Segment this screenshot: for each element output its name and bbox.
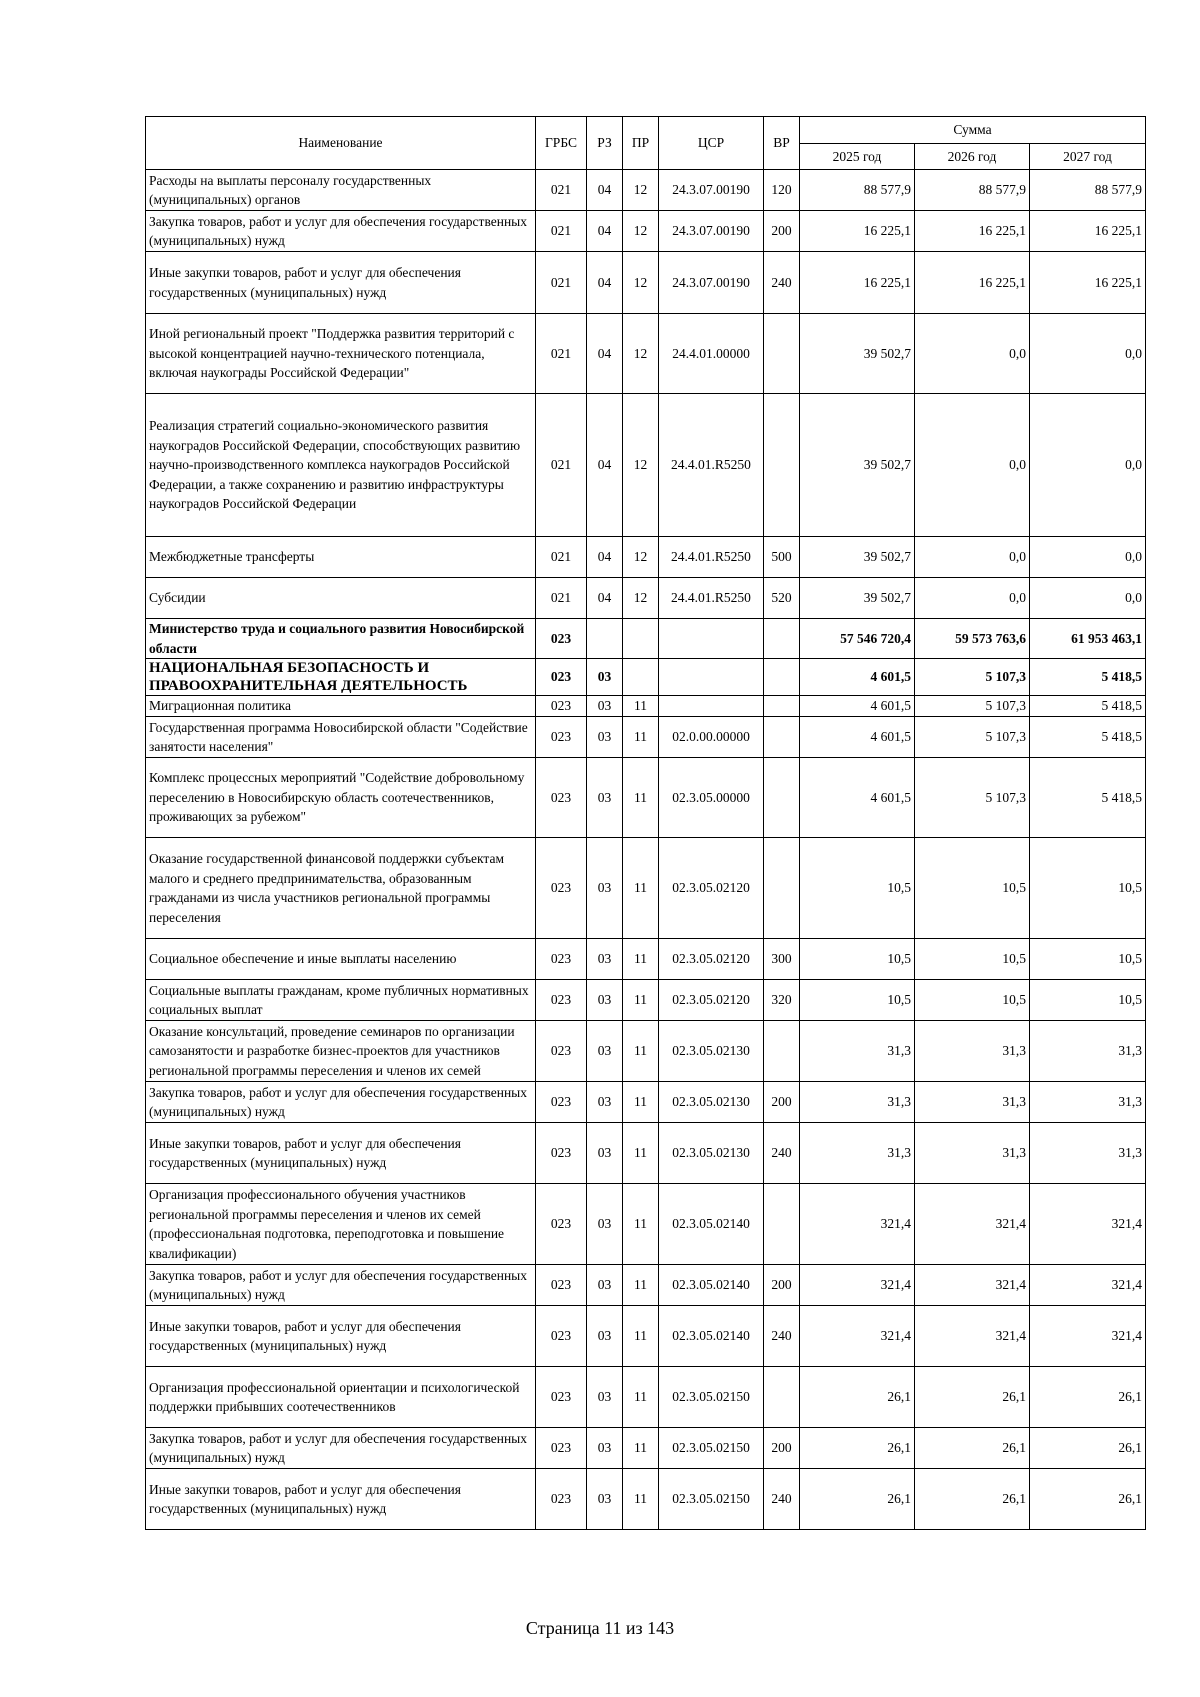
row-grbs: 023 xyxy=(536,1082,587,1123)
row-vr xyxy=(764,758,800,838)
row-pr: 11 xyxy=(623,1123,659,1184)
row-name: Субсидии xyxy=(146,578,536,619)
row-amount-2026: 31,3 xyxy=(915,1123,1030,1184)
row-rz: 04 xyxy=(587,578,623,619)
row-csr: 02.3.05.02130 xyxy=(659,1021,764,1082)
row-name: Закупка товаров, работ и услуг для обеспечения государственных (муниципальных) нужд xyxy=(146,1265,536,1306)
row-grbs: 023 xyxy=(536,1021,587,1082)
row-pr: 11 xyxy=(623,1469,659,1530)
row-csr: 24.4.01.R5250 xyxy=(659,578,764,619)
budget-table xyxy=(145,116,1146,1530)
table-row xyxy=(146,170,1146,211)
row-pr: 12 xyxy=(623,537,659,578)
row-rz: 04 xyxy=(587,170,623,211)
row-rz: 04 xyxy=(587,252,623,314)
row-vr xyxy=(764,314,800,394)
row-pr: 12 xyxy=(623,252,659,314)
row-amount-2027: 31,3 xyxy=(1030,1082,1146,1123)
row-amount-2027: 61 953 463,1 xyxy=(1030,619,1146,659)
row-amount-2025: 10,5 xyxy=(800,838,915,939)
row-name: Закупка товаров, работ и услуг для обеспечения государственных (муниципальных) нужд xyxy=(146,211,536,252)
row-vr: 240 xyxy=(764,1123,800,1184)
row-amount-2027: 26,1 xyxy=(1030,1428,1146,1469)
row-name: Иные закупки товаров, работ и услуг для обеспечения государственных (муниципальных) нужд xyxy=(146,252,536,314)
row-rz: 03 xyxy=(587,696,623,717)
row-amount-2027: 321,4 xyxy=(1030,1184,1146,1265)
row-vr xyxy=(764,1367,800,1428)
table-row xyxy=(146,1367,1146,1428)
row-rz: 04 xyxy=(587,211,623,252)
col-header-name: Наименование xyxy=(146,117,536,170)
col-header-csr: ЦСР xyxy=(659,117,764,170)
col-header-2025: 2025 год xyxy=(800,144,915,170)
row-vr: 300 xyxy=(764,939,800,980)
row-csr xyxy=(659,696,764,717)
row-name: Закупка товаров, работ и услуг для обеспечения государственных (муниципальных) нужд xyxy=(146,1428,536,1469)
row-rz: 03 xyxy=(587,1082,623,1123)
row-pr: 11 xyxy=(623,838,659,939)
row-rz: 03 xyxy=(587,939,623,980)
row-amount-2025: 4 601,5 xyxy=(800,717,915,758)
row-amount-2026: 10,5 xyxy=(915,939,1030,980)
row-pr: 11 xyxy=(623,1184,659,1265)
row-pr xyxy=(623,619,659,659)
row-vr: 200 xyxy=(764,1428,800,1469)
row-amount-2025: 321,4 xyxy=(800,1184,915,1265)
row-csr: 02.3.05.02150 xyxy=(659,1428,764,1469)
row-csr: 24.3.07.00190 xyxy=(659,211,764,252)
col-header-grbs: ГРБС xyxy=(536,117,587,170)
row-amount-2026: 321,4 xyxy=(915,1306,1030,1367)
row-name: Закупка товаров, работ и услуг для обеспечения государственных (муниципальных) нужд xyxy=(146,1082,536,1123)
row-amount-2027: 31,3 xyxy=(1030,1021,1146,1082)
row-amount-2026: 0,0 xyxy=(915,578,1030,619)
row-rz: 03 xyxy=(587,717,623,758)
row-csr xyxy=(659,619,764,659)
row-amount-2027: 0,0 xyxy=(1030,314,1146,394)
row-amount-2026: 0,0 xyxy=(915,394,1030,537)
row-amount-2027: 5 418,5 xyxy=(1030,659,1146,696)
row-amount-2026: 5 107,3 xyxy=(915,758,1030,838)
row-grbs: 021 xyxy=(536,211,587,252)
row-amount-2025: 31,3 xyxy=(800,1123,915,1184)
row-amount-2027: 16 225,1 xyxy=(1030,252,1146,314)
row-vr xyxy=(764,619,800,659)
row-amount-2026: 5 107,3 xyxy=(915,696,1030,717)
row-grbs: 023 xyxy=(536,696,587,717)
row-rz: 03 xyxy=(587,838,623,939)
row-amount-2026: 321,4 xyxy=(915,1184,1030,1265)
row-pr: 11 xyxy=(623,1265,659,1306)
row-rz: 03 xyxy=(587,1265,623,1306)
row-amount-2025: 4 601,5 xyxy=(800,696,915,717)
row-grbs: 021 xyxy=(536,394,587,537)
table-row xyxy=(146,1306,1146,1367)
row-amount-2026: 10,5 xyxy=(915,838,1030,939)
row-pr: 11 xyxy=(623,980,659,1021)
row-rz: 03 xyxy=(587,1021,623,1082)
row-grbs: 023 xyxy=(536,1428,587,1469)
table-row xyxy=(146,1428,1146,1469)
row-pr: 11 xyxy=(623,1367,659,1428)
table-row xyxy=(146,1082,1146,1123)
row-amount-2025: 31,3 xyxy=(800,1082,915,1123)
row-grbs: 023 xyxy=(536,1265,587,1306)
row-pr: 12 xyxy=(623,394,659,537)
row-name: Оказание консультаций, проведение семинаров по организации самозанятости и разработке бизнес-проектов для участников региональной программы переселения и членов их семей xyxy=(146,1021,536,1082)
row-amount-2025: 10,5 xyxy=(800,939,915,980)
row-vr xyxy=(764,717,800,758)
row-amount-2027: 0,0 xyxy=(1030,394,1146,537)
row-amount-2027: 0,0 xyxy=(1030,537,1146,578)
row-grbs: 023 xyxy=(536,717,587,758)
table-row xyxy=(146,696,1146,717)
row-rz: 03 xyxy=(587,1184,623,1265)
col-header-sum: Сумма xyxy=(800,117,1146,144)
row-name: Социальные выплаты гражданам, кроме публичных нормативных социальных выплат xyxy=(146,980,536,1021)
row-vr xyxy=(764,1184,800,1265)
row-pr: 11 xyxy=(623,696,659,717)
row-vr: 520 xyxy=(764,578,800,619)
row-amount-2026: 59 573 763,6 xyxy=(915,619,1030,659)
row-csr: 02.3.05.02120 xyxy=(659,838,764,939)
row-name: Оказание государственной финансовой поддержки субъектам малого и среднего предпринимательства, образованным гражданами из числа участников региональной программы переселения xyxy=(146,838,536,939)
row-amount-2027: 16 225,1 xyxy=(1030,211,1146,252)
table-row xyxy=(146,1265,1146,1306)
table-row xyxy=(146,1021,1146,1082)
row-name: Миграционная политика xyxy=(146,696,536,717)
row-pr xyxy=(623,659,659,696)
row-vr xyxy=(764,659,800,696)
row-grbs: 021 xyxy=(536,578,587,619)
row-csr: 02.3.05.02150 xyxy=(659,1367,764,1428)
row-amount-2026: 26,1 xyxy=(915,1469,1030,1530)
row-grbs: 023 xyxy=(536,1306,587,1367)
row-name: Иные закупки товаров, работ и услуг для обеспечения государственных (муниципальных) нужд xyxy=(146,1306,536,1367)
row-grbs: 023 xyxy=(536,619,587,659)
row-rz: 03 xyxy=(587,758,623,838)
row-amount-2026: 31,3 xyxy=(915,1082,1030,1123)
row-amount-2025: 16 225,1 xyxy=(800,211,915,252)
row-vr: 320 xyxy=(764,980,800,1021)
row-grbs: 021 xyxy=(536,314,587,394)
table-row xyxy=(146,578,1146,619)
row-csr: 02.3.05.02140 xyxy=(659,1306,764,1367)
table-row xyxy=(146,252,1146,314)
row-pr: 11 xyxy=(623,1306,659,1367)
row-grbs: 023 xyxy=(536,659,587,696)
row-rz: 03 xyxy=(587,1123,623,1184)
row-amount-2027: 26,1 xyxy=(1030,1469,1146,1530)
row-name: Расходы на выплаты персоналу государственных (муниципальных) органов xyxy=(146,170,536,211)
table-row xyxy=(146,838,1146,939)
row-vr: 200 xyxy=(764,211,800,252)
row-vr xyxy=(764,1021,800,1082)
row-amount-2025: 26,1 xyxy=(800,1469,915,1530)
row-amount-2027: 10,5 xyxy=(1030,939,1146,980)
row-rz xyxy=(587,619,623,659)
row-amount-2027: 10,5 xyxy=(1030,980,1146,1021)
row-vr: 200 xyxy=(764,1082,800,1123)
row-amount-2026: 321,4 xyxy=(915,1265,1030,1306)
table-row xyxy=(146,939,1146,980)
row-rz: 03 xyxy=(587,1367,623,1428)
row-amount-2025: 39 502,7 xyxy=(800,578,915,619)
row-rz: 03 xyxy=(587,659,623,696)
row-csr xyxy=(659,659,764,696)
row-amount-2026: 16 225,1 xyxy=(915,211,1030,252)
row-name: Реализация стратегий социально-экономического развития наукоградов Российской Федерации, способствующих развитию научно-производственного комплекса наукоградов Российской Федерации, а также сохранению и развитию инфраструктуры наукоградов Российской Федерации xyxy=(146,394,536,537)
col-header-pr: ПР xyxy=(623,117,659,170)
row-amount-2027: 5 418,5 xyxy=(1030,758,1146,838)
row-amount-2026: 88 577,9 xyxy=(915,170,1030,211)
row-amount-2026: 5 107,3 xyxy=(915,659,1030,696)
row-csr: 02.3.05.00000 xyxy=(659,758,764,838)
row-amount-2025: 10,5 xyxy=(800,980,915,1021)
table-row xyxy=(146,211,1146,252)
row-amount-2027: 10,5 xyxy=(1030,838,1146,939)
row-pr: 11 xyxy=(623,758,659,838)
row-grbs: 021 xyxy=(536,170,587,211)
row-amount-2025: 39 502,7 xyxy=(800,394,915,537)
header-row-1 xyxy=(146,117,1146,144)
row-grbs: 023 xyxy=(536,838,587,939)
row-csr: 24.4.01.R5250 xyxy=(659,394,764,537)
row-amount-2027: 88 577,9 xyxy=(1030,170,1146,211)
row-amount-2027: 26,1 xyxy=(1030,1367,1146,1428)
row-vr: 240 xyxy=(764,252,800,314)
row-csr: 02.3.05.02120 xyxy=(659,980,764,1021)
row-amount-2026: 26,1 xyxy=(915,1428,1030,1469)
row-csr: 02.3.05.02130 xyxy=(659,1082,764,1123)
row-amount-2027: 0,0 xyxy=(1030,578,1146,619)
row-grbs: 023 xyxy=(536,939,587,980)
row-amount-2025: 39 502,7 xyxy=(800,537,915,578)
row-grbs: 023 xyxy=(536,980,587,1021)
row-csr: 02.3.05.02140 xyxy=(659,1184,764,1265)
row-vr xyxy=(764,394,800,537)
row-grbs: 023 xyxy=(536,1184,587,1265)
table-row xyxy=(146,619,1146,659)
row-pr: 11 xyxy=(623,1082,659,1123)
table-row xyxy=(146,717,1146,758)
row-amount-2026: 16 225,1 xyxy=(915,252,1030,314)
row-rz: 04 xyxy=(587,537,623,578)
row-rz: 03 xyxy=(587,1306,623,1367)
row-amount-2027: 31,3 xyxy=(1030,1123,1146,1184)
row-amount-2025: 88 577,9 xyxy=(800,170,915,211)
row-pr: 12 xyxy=(623,314,659,394)
page-number: Страница 11 из 143 xyxy=(525,1618,675,1638)
col-header-2026: 2026 год xyxy=(915,144,1030,170)
row-amount-2025: 4 601,5 xyxy=(800,758,915,838)
row-name: Социальное обеспечение и иные выплаты населению xyxy=(146,939,536,980)
row-grbs: 021 xyxy=(536,252,587,314)
row-pr: 12 xyxy=(623,211,659,252)
row-csr: 24.3.07.00190 xyxy=(659,170,764,211)
row-amount-2025: 26,1 xyxy=(800,1428,915,1469)
col-header-rz: РЗ xyxy=(587,117,623,170)
row-name: Государственная программа Новосибирской области "Содействие занятости населения" xyxy=(146,717,536,758)
table-row xyxy=(146,394,1146,537)
row-name: Организация профессиональной ориентации и психологической поддержки прибывших соотечественников xyxy=(146,1367,536,1428)
table-row xyxy=(146,1184,1146,1265)
row-name: Иные закупки товаров, работ и услуг для обеспечения государственных (муниципальных) нужд xyxy=(146,1123,536,1184)
row-rz: 03 xyxy=(587,980,623,1021)
row-amount-2025: 4 601,5 xyxy=(800,659,915,696)
row-vr xyxy=(764,838,800,939)
row-vr: 200 xyxy=(764,1265,800,1306)
row-grbs: 021 xyxy=(536,537,587,578)
row-amount-2027: 321,4 xyxy=(1030,1265,1146,1306)
row-rz: 04 xyxy=(587,314,623,394)
table-body xyxy=(146,170,1146,1530)
row-amount-2026: 0,0 xyxy=(915,537,1030,578)
row-pr: 11 xyxy=(623,1021,659,1082)
row-grbs: 023 xyxy=(536,1367,587,1428)
row-amount-2027: 5 418,5 xyxy=(1030,717,1146,758)
row-name: Иные закупки товаров, работ и услуг для обеспечения государственных (муниципальных) нужд xyxy=(146,1469,536,1530)
row-amount-2027: 321,4 xyxy=(1030,1306,1146,1367)
row-amount-2025: 39 502,7 xyxy=(800,314,915,394)
row-pr: 11 xyxy=(623,939,659,980)
row-grbs: 023 xyxy=(536,758,587,838)
row-amount-2026: 0,0 xyxy=(915,314,1030,394)
row-rz: 03 xyxy=(587,1428,623,1469)
row-pr: 11 xyxy=(623,717,659,758)
table-row xyxy=(146,980,1146,1021)
row-rz: 03 xyxy=(587,1469,623,1530)
row-csr: 24.4.01.R5250 xyxy=(659,537,764,578)
row-name: Межбюджетные трансферты xyxy=(146,537,536,578)
row-vr: 240 xyxy=(764,1469,800,1530)
row-grbs: 023 xyxy=(536,1123,587,1184)
row-pr: 12 xyxy=(623,170,659,211)
row-csr: 24.3.07.00190 xyxy=(659,252,764,314)
table-row xyxy=(146,758,1146,838)
row-csr: 02.3.05.02150 xyxy=(659,1469,764,1530)
row-vr xyxy=(764,696,800,717)
row-name: Комплекс процессных мероприятий "Содействие добровольному переселению в Новосибирскую область соотечественников, проживающих за рубежом" xyxy=(146,758,536,838)
row-rz: 04 xyxy=(587,394,623,537)
table-row xyxy=(146,1123,1146,1184)
row-amount-2026: 10,5 xyxy=(915,980,1030,1021)
col-header-vr: ВР xyxy=(764,117,800,170)
col-header-2027: 2027 год xyxy=(1030,144,1146,170)
row-name: Иной региональный проект "Поддержка развития территорий с высокой концентрацией научно-технического потенциала, включая наукограды Российской Федерации" xyxy=(146,314,536,394)
row-amount-2025: 31,3 xyxy=(800,1021,915,1082)
row-amount-2025: 26,1 xyxy=(800,1367,915,1428)
row-csr: 24.4.01.00000 xyxy=(659,314,764,394)
row-name: Организация профессионального обучения участников региональной программы переселения и членов их семей (профессиональная подготовка, переподготовка и повышение квалификации) xyxy=(146,1184,536,1265)
table-row xyxy=(146,659,1146,696)
row-amount-2026: 26,1 xyxy=(915,1367,1030,1428)
row-vr: 240 xyxy=(764,1306,800,1367)
row-amount-2026: 31,3 xyxy=(915,1021,1030,1082)
row-amount-2026: 5 107,3 xyxy=(915,717,1030,758)
row-csr: 02.3.05.02120 xyxy=(659,939,764,980)
table-row xyxy=(146,314,1146,394)
row-pr: 11 xyxy=(623,1428,659,1469)
row-name: Министерство труда и социального развития Новосибирской области xyxy=(146,619,536,659)
row-amount-2025: 321,4 xyxy=(800,1265,915,1306)
row-grbs: 023 xyxy=(536,1469,587,1530)
row-csr: 02.3.05.02130 xyxy=(659,1123,764,1184)
row-amount-2025: 16 225,1 xyxy=(800,252,915,314)
table-row xyxy=(146,537,1146,578)
row-amount-2025: 57 546 720,4 xyxy=(800,619,915,659)
row-name: НАЦИОНАЛЬНАЯ БЕЗОПАСНОСТЬ И ПРАВООХРАНИТЕЛЬНАЯ ДЕЯТЕЛЬНОСТЬ xyxy=(146,659,536,696)
row-vr: 120 xyxy=(764,170,800,211)
row-amount-2025: 321,4 xyxy=(800,1306,915,1367)
table-row xyxy=(146,1469,1146,1530)
row-pr: 12 xyxy=(623,578,659,619)
row-amount-2027: 5 418,5 xyxy=(1030,696,1146,717)
row-csr: 02.0.00.00000 xyxy=(659,717,764,758)
row-csr: 02.3.05.02140 xyxy=(659,1265,764,1306)
row-vr: 500 xyxy=(764,537,800,578)
